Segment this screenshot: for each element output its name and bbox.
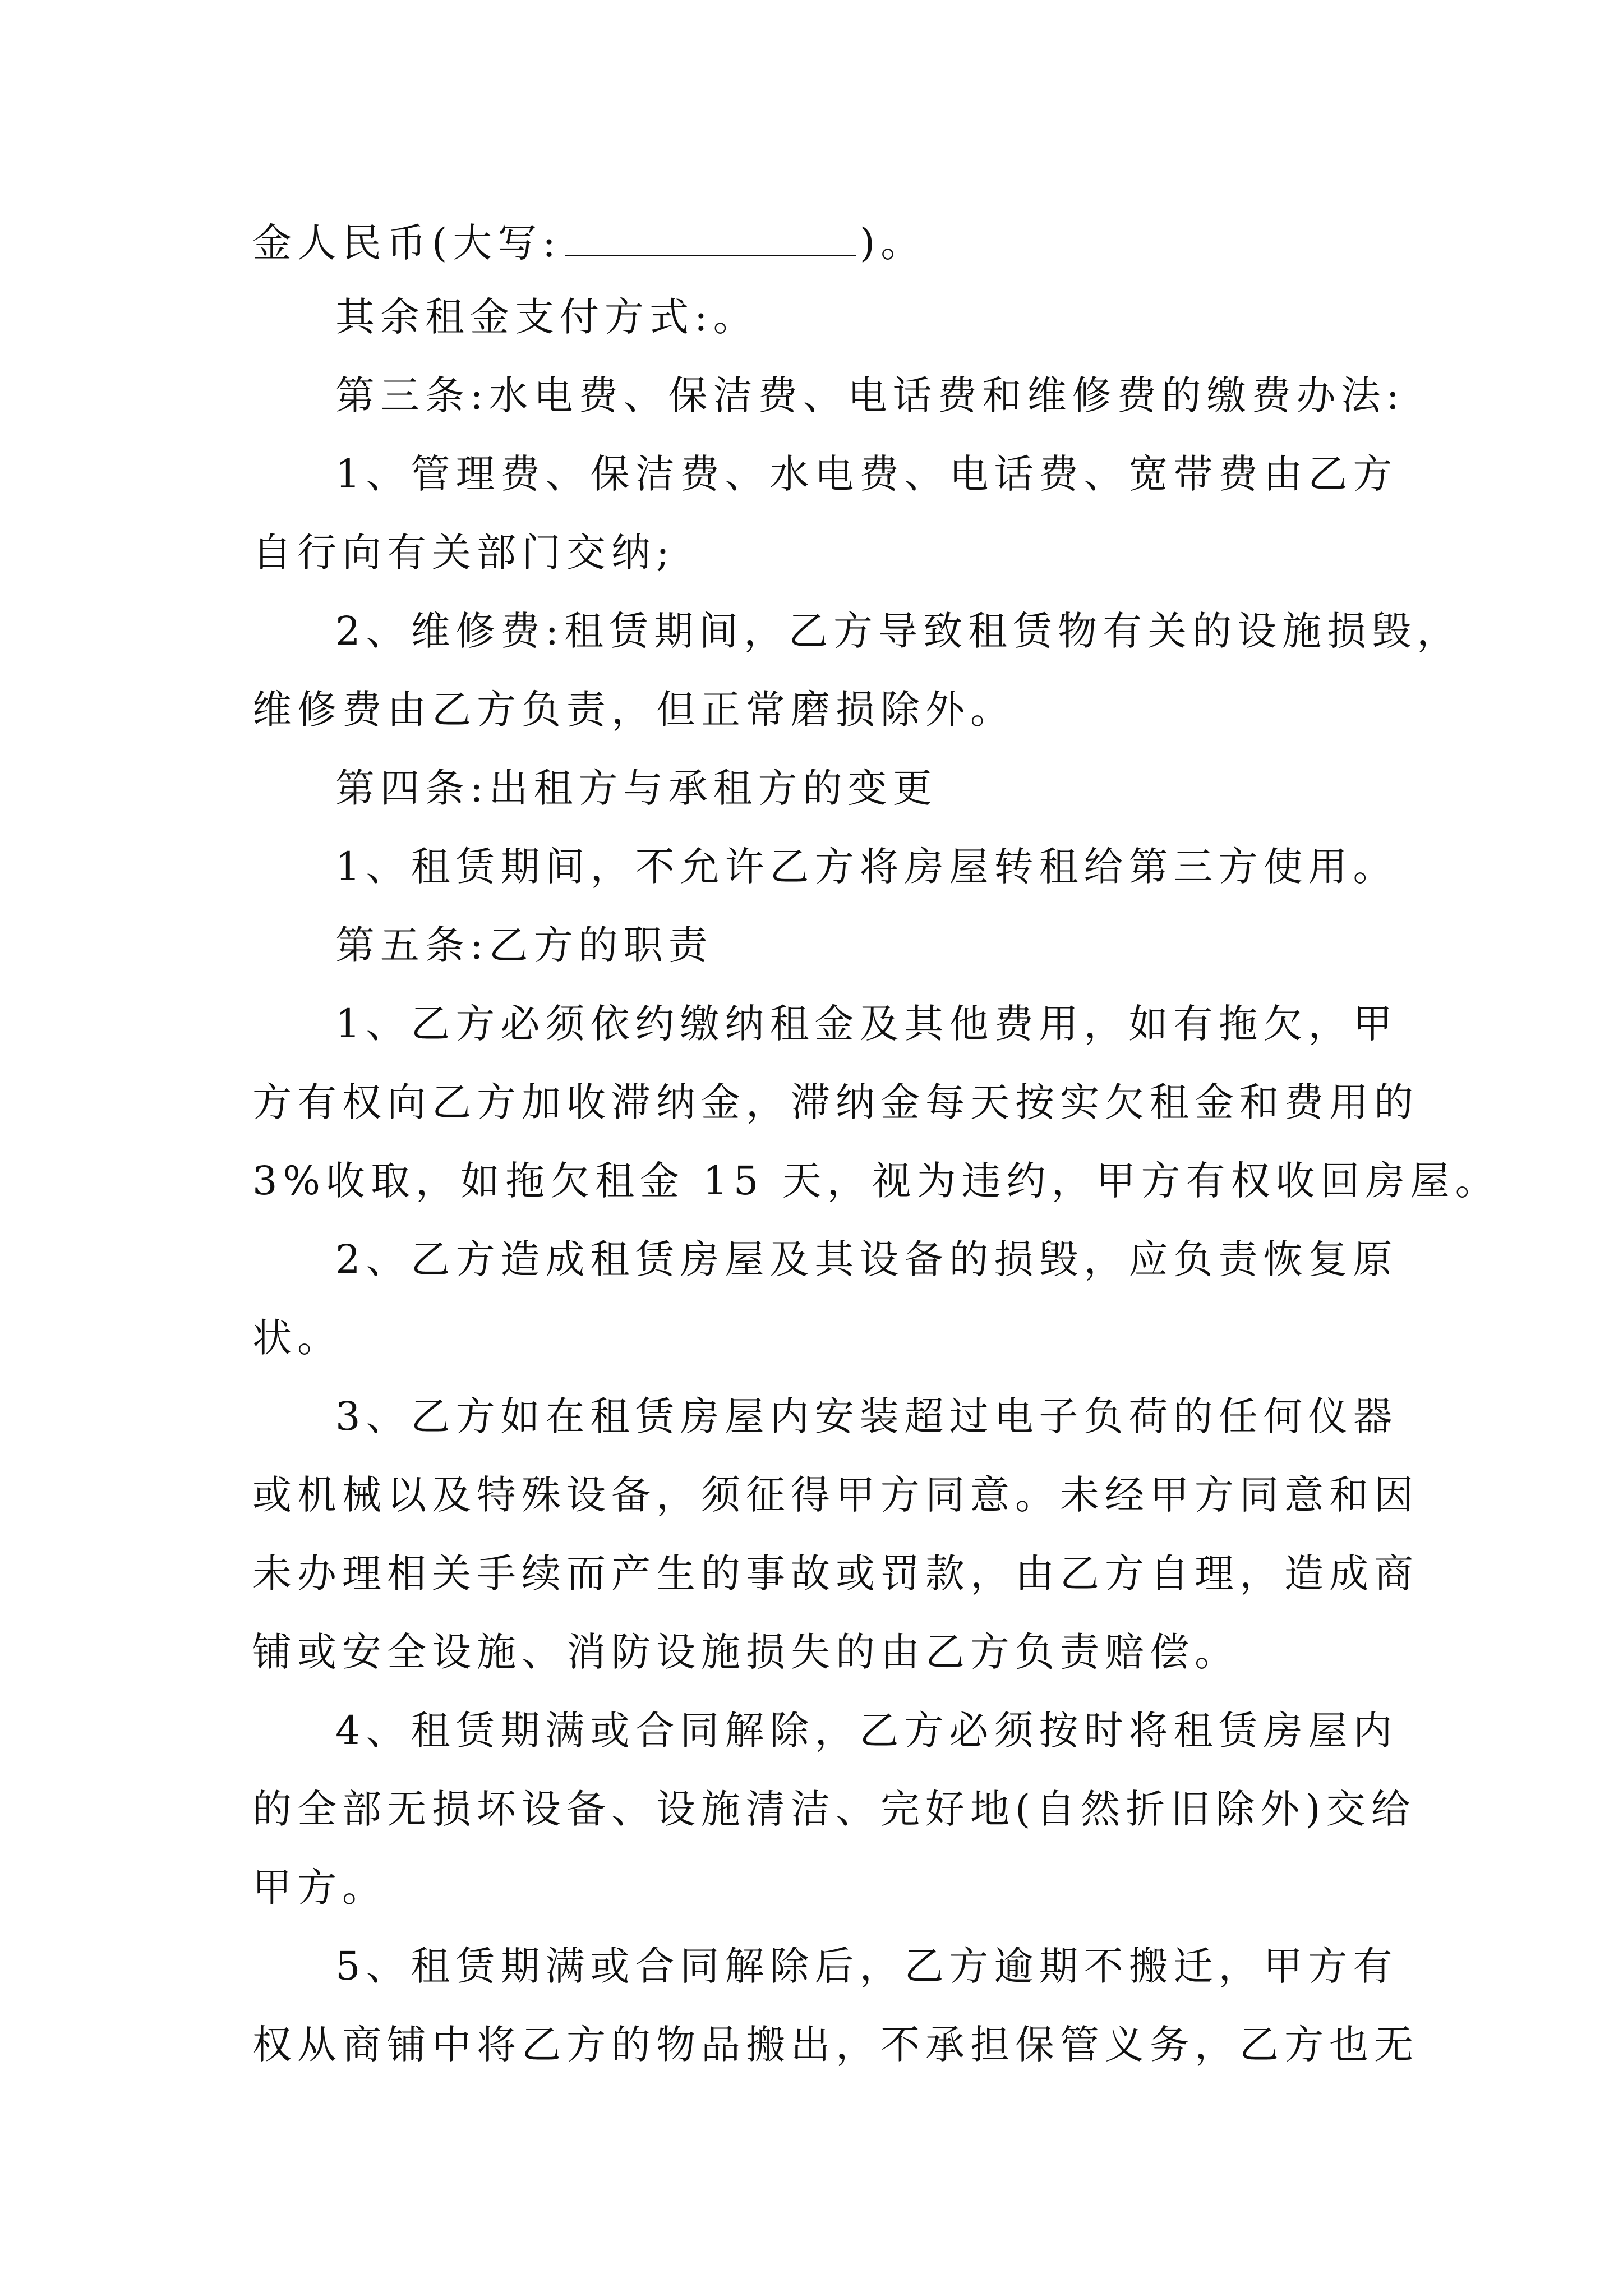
text-line: 或机械以及特殊设备，须征得甲方同意。未经甲方同意和因 bbox=[252, 1472, 1419, 1518]
text-line: 3%收取，如拖欠租金 15 天，视为违约，甲方有权收回房屋。 bbox=[252, 1158, 1500, 1204]
text-line: 铺或安全设施、消防设施损失的由乙方负责赔偿。 bbox=[252, 1629, 1239, 1675]
text-line: 甲方。 bbox=[252, 1865, 387, 1911]
text-line: 5、租赁期满或合同解除后，乙方逾期不搬迁，甲方有 bbox=[335, 1943, 1398, 1989]
text-line: 其余租金支付方式:。 bbox=[335, 294, 758, 340]
section-heading: 第四条:出租方与承租方的变更 bbox=[335, 765, 938, 811]
text-line: 方有权向乙方加收滞纳金，滞纳金每天按实欠租金和费用的 bbox=[252, 1079, 1419, 1125]
text-line: 的全部无损坏设备、设施清洁、完好地(自然折旧除外)交给 bbox=[252, 1786, 1416, 1832]
text-line: 2、维修费:租赁期间，乙方导致租赁物有关的设施损毁， bbox=[335, 608, 1462, 654]
text-line bbox=[252, 219, 926, 266]
text-line: 状。 bbox=[252, 1315, 342, 1361]
text-line: 2、乙方造成租赁房屋及其设备的损毁，应负责恢复原 bbox=[335, 1236, 1398, 1282]
text-line: 1、管理费、保洁费、水电费、电话费、宽带费由乙方 bbox=[335, 451, 1398, 497]
text-line: 未办理相关手续而产生的事故或罚款，由乙方自理，造成商 bbox=[252, 1550, 1419, 1596]
text-segment: )。 bbox=[859, 220, 926, 266]
text-line: 3、乙方如在租赁房屋内安装超过电子负荷的任何仪器 bbox=[335, 1393, 1398, 1439]
text-line: 自行向有关部门交纳; bbox=[252, 530, 675, 576]
text-line: 权从商铺中将乙方的物品搬出，不承担保管义务，乙方也无 bbox=[252, 2022, 1419, 2068]
text-line: 维修费由乙方负责，但正常磨损除外。 bbox=[252, 687, 1015, 733]
section-heading: 第三条:水电费、保洁费、电话费和维修费的缴费办法: bbox=[335, 372, 1405, 418]
section-heading: 第五条:乙方的职责 bbox=[335, 922, 713, 968]
text-line: 4、租赁期满或合同解除，乙方必须按时将租赁房屋内 bbox=[335, 1708, 1398, 1754]
text-segment: 金人民币(大写: bbox=[252, 220, 561, 266]
text-line: 1、乙方必须依约缴纳租金及其他费用，如有拖欠，甲 bbox=[335, 1001, 1398, 1047]
blank-field bbox=[565, 219, 856, 256]
text-line: 1、租赁期间，不允许乙方将房屋转租给第三方使用。 bbox=[335, 844, 1398, 890]
